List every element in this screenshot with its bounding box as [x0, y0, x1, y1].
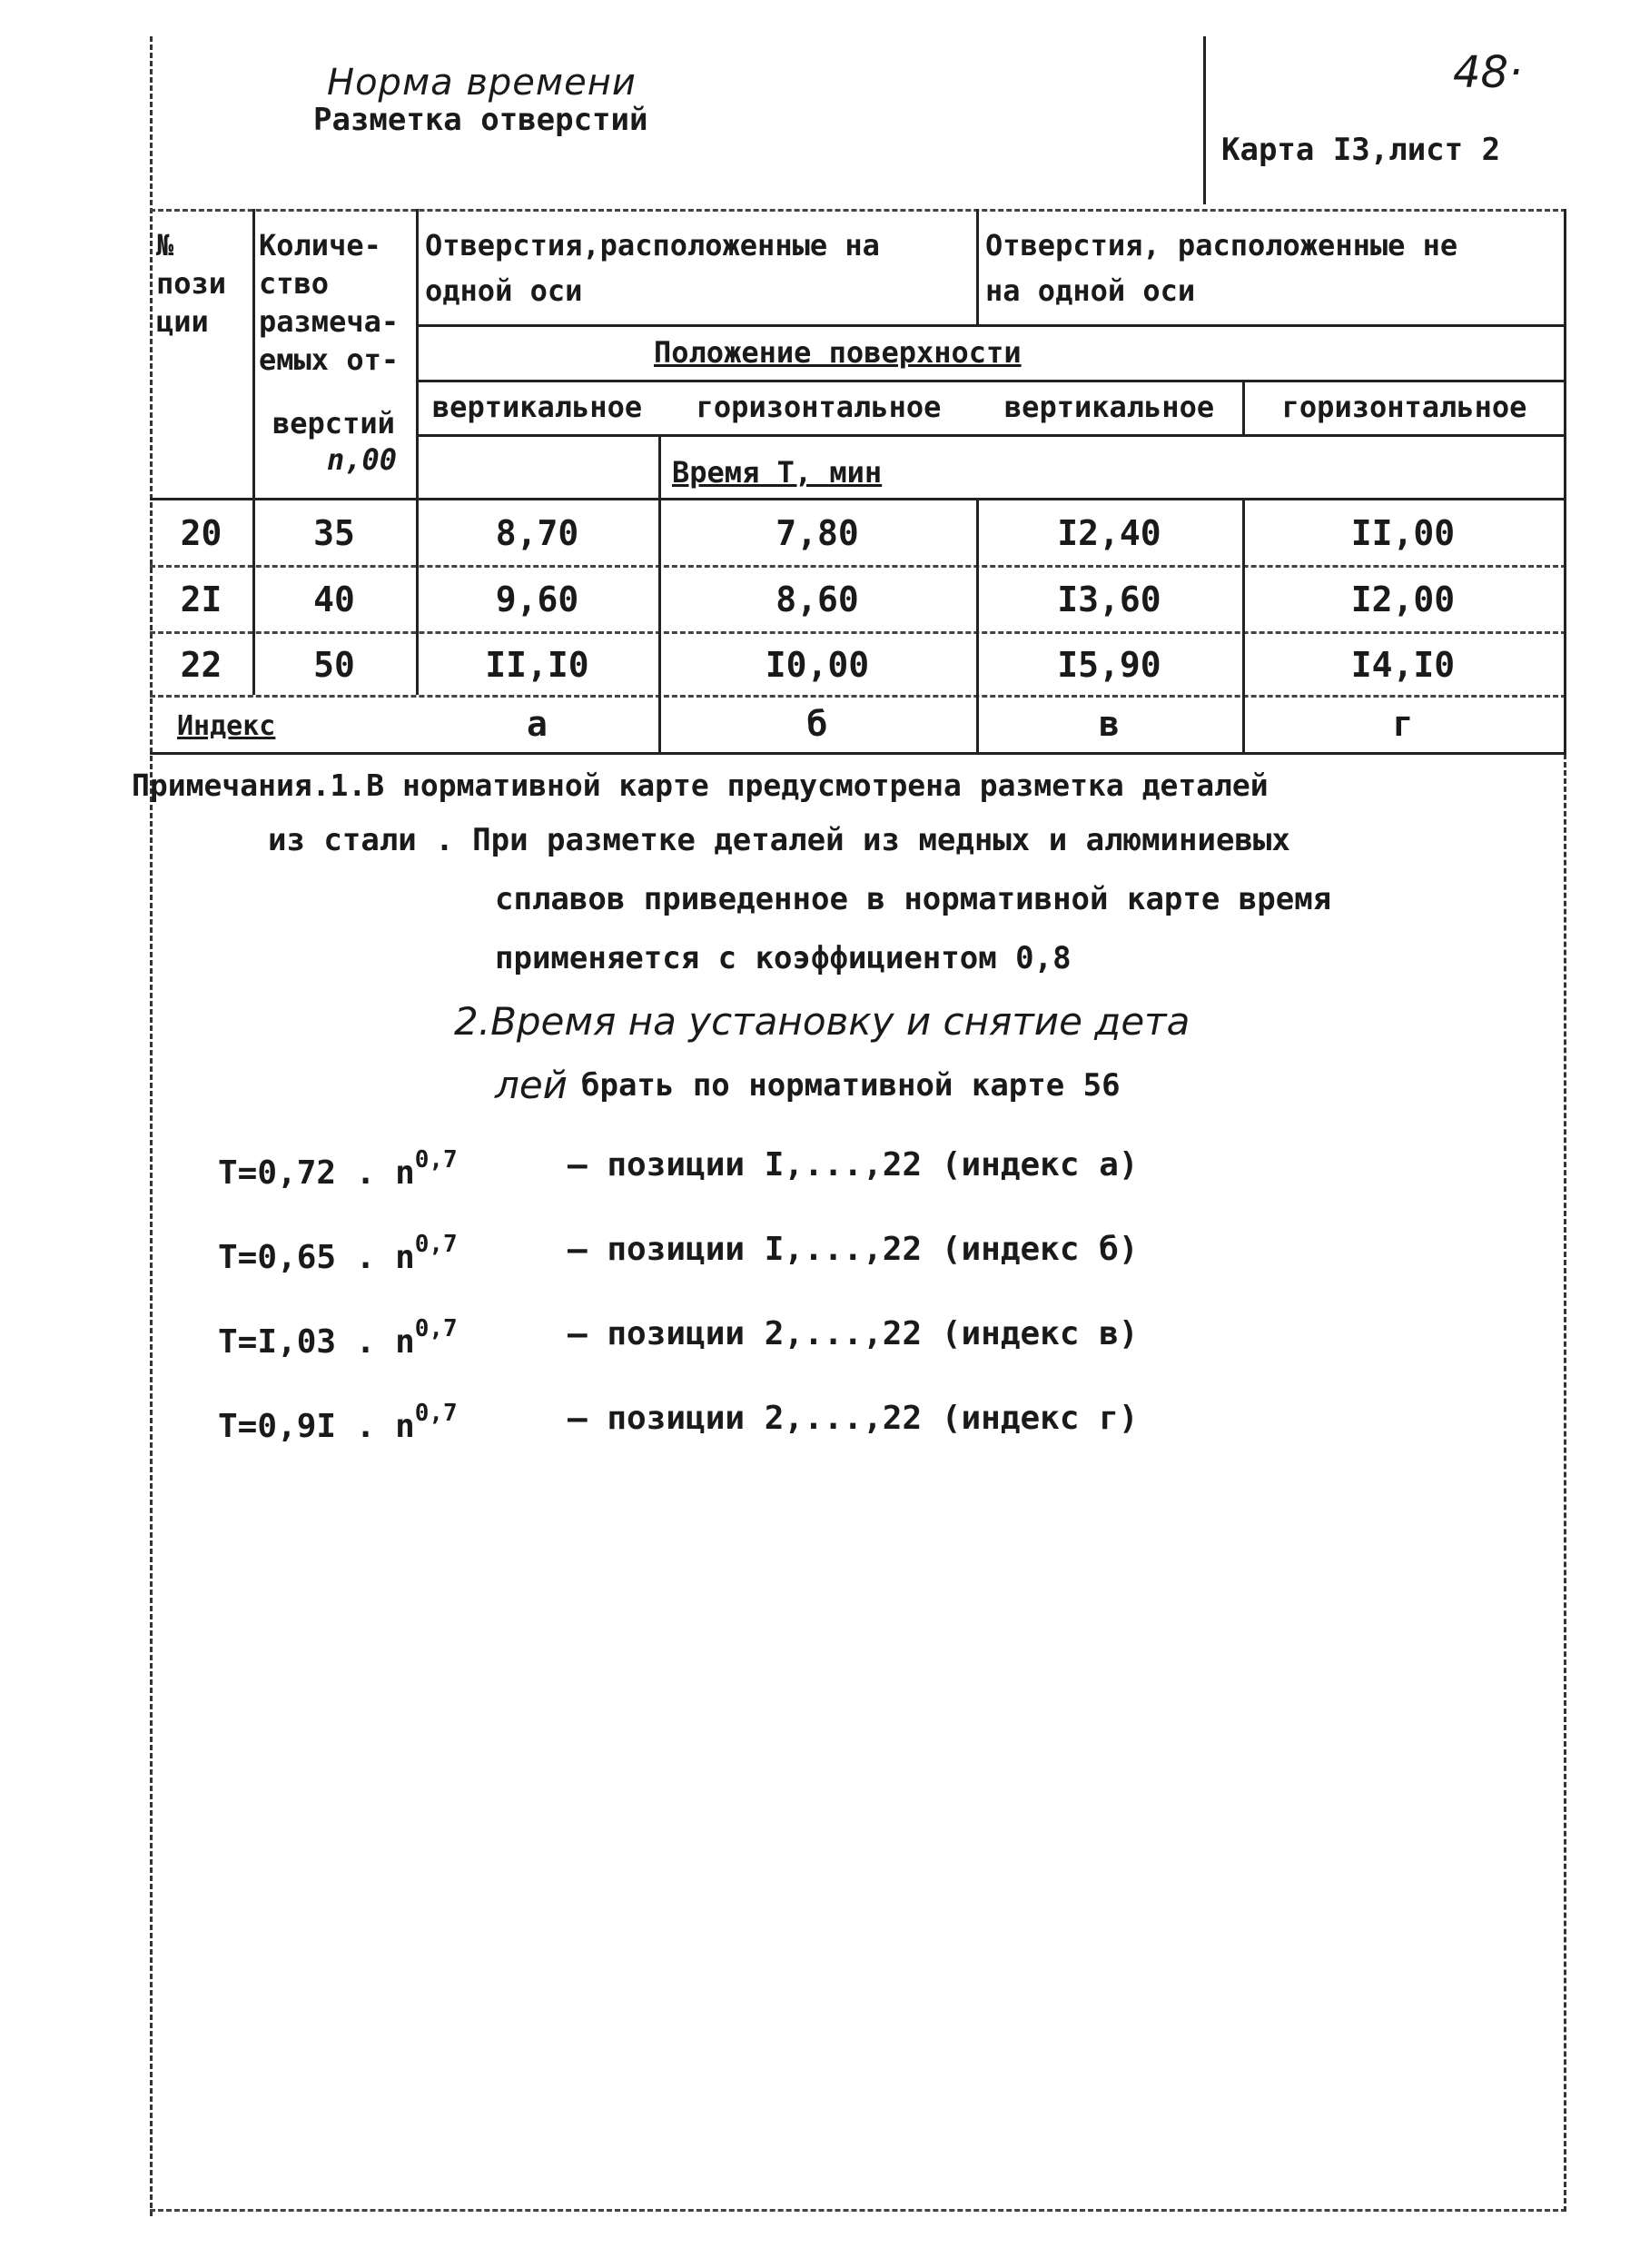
formula-desc: – позиции I,...,22 (индекс б) [568, 1231, 1139, 1268]
cell-v1: II,I0 [485, 645, 589, 685]
header-title-handwritten: Норма времени [327, 62, 637, 104]
th-sub-vertical-2: вертикальное [1003, 390, 1215, 424]
table-line-group [418, 324, 1566, 327]
index-b: б [806, 704, 828, 744]
formula-lhs: Т=I,03 . n [218, 1323, 415, 1361]
cell-pos: 22 [180, 645, 222, 685]
note-handwritten-1: 2.Время на установку и снятие дета [454, 999, 1190, 1044]
cell-v2: I2,40 [1057, 513, 1161, 553]
table-line-row1 [150, 565, 1566, 568]
cell-h2: II,00 [1350, 513, 1456, 553]
formula-row [218, 1231, 458, 1276]
table-top-border [150, 209, 1566, 212]
cell-h1: 7,80 [775, 513, 859, 553]
note-line-4: применяется с коэффициентом 0,8 [495, 940, 1072, 976]
cell-count: 35 [313, 513, 355, 553]
formula-desc: – позиции 2,...,22 (индекс в) [568, 1315, 1139, 1352]
th-group2-1: Отверстия, расположенные не [985, 228, 1458, 262]
th-pos-1: № [156, 228, 174, 262]
formula-exponent: 0,7 [414, 1315, 458, 1342]
th-pos-3: ции [156, 304, 209, 339]
th-count-4: емых от- [259, 342, 400, 377]
formula-desc: – позиции I,...,22 (индекс а) [568, 1146, 1139, 1184]
page-right-border-bottom [1564, 754, 1566, 2212]
header-title: Разметка отверстий [313, 102, 648, 138]
formula-desc: – позиции 2,...,22 (индекс г) [568, 1400, 1139, 1437]
cell-pos: 2I [180, 579, 222, 619]
cell-count: 40 [313, 579, 355, 619]
table-line-row2 [150, 631, 1566, 634]
formula-exponent: 0,7 [414, 1231, 458, 1258]
th-count-1: Количе- [259, 228, 381, 262]
th-sub-horizontal-1: горизонтальное [696, 390, 942, 424]
cell-h1: I0,00 [765, 645, 870, 685]
cell-v2: I3,60 [1057, 579, 1161, 619]
th-count-unit: n,00 [327, 442, 398, 477]
formula-lhs: Т=0,65 . n [218, 1239, 415, 1276]
page-number: 48· [1453, 47, 1523, 98]
formula-row [218, 1146, 458, 1192]
th-surface: Положение поверхности [654, 335, 1022, 370]
note-handwritten-2: лей [495, 1063, 568, 1107]
cell-v1: 8,70 [495, 513, 579, 553]
th-time: Время Т, мин [672, 455, 883, 490]
header-divider [1203, 36, 1206, 204]
note-line-6: брать по нормативной карте 56 [581, 1067, 1121, 1104]
table-line-sub [418, 434, 1566, 437]
formula-row [218, 1400, 458, 1445]
formula-lhs: Т=0,72 . n [218, 1154, 415, 1192]
th-count-5: верстий [272, 406, 395, 441]
cell-h2: I2,00 [1350, 579, 1456, 619]
cell-pos: 20 [180, 513, 222, 553]
cell-h1: 8,60 [775, 579, 859, 619]
index-a: а [527, 704, 548, 744]
table-line-head-bottom [150, 498, 1566, 500]
note-line-1: Примечания.1.В нормативной карте предусмотрена разметка деталей [132, 768, 1269, 803]
table-line-row3 [150, 695, 1566, 698]
page-left-border [150, 36, 153, 2216]
note-line-3: сплавов приведенное в нормативной карте время [495, 881, 1332, 917]
formula-lhs: Т=0,9I . n [218, 1408, 415, 1445]
card-sheet-label: Карта I3,лист 2 [1221, 132, 1501, 168]
cell-count: 50 [313, 645, 355, 685]
formula-exponent: 0,7 [414, 1146, 458, 1174]
formula-row [218, 1315, 458, 1361]
table-right-border [1564, 209, 1566, 754]
index-c: в [1099, 704, 1120, 744]
th-pos-2: пози [156, 266, 227, 301]
index-d: г [1392, 704, 1414, 744]
table-col-line-4 [976, 209, 979, 324]
th-sub-horizontal-2: горизонтальное [1281, 390, 1527, 424]
th-count-2: ство [259, 266, 330, 301]
cell-h2: I4,I0 [1350, 645, 1456, 685]
table-bottom-border [150, 752, 1566, 755]
th-sub-vertical-1: вертикальное [431, 390, 643, 424]
note-line-2: из стали . При разметке деталей из медных и алюминиевых [268, 822, 1290, 858]
table-line-surface [418, 380, 1566, 382]
formula-exponent: 0,7 [414, 1400, 458, 1427]
cell-v1: 9,60 [495, 579, 579, 619]
index-label: Индекс [177, 710, 276, 742]
th-group1-2: одной оси [425, 273, 583, 308]
cell-v2: I5,90 [1057, 645, 1161, 685]
th-group2-2: на одной оси [985, 273, 1196, 308]
page-bottom-border [150, 2209, 1566, 2212]
th-group1-1: Отверстия,расположенные на [425, 228, 880, 262]
th-count-3: размеча- [259, 304, 400, 339]
